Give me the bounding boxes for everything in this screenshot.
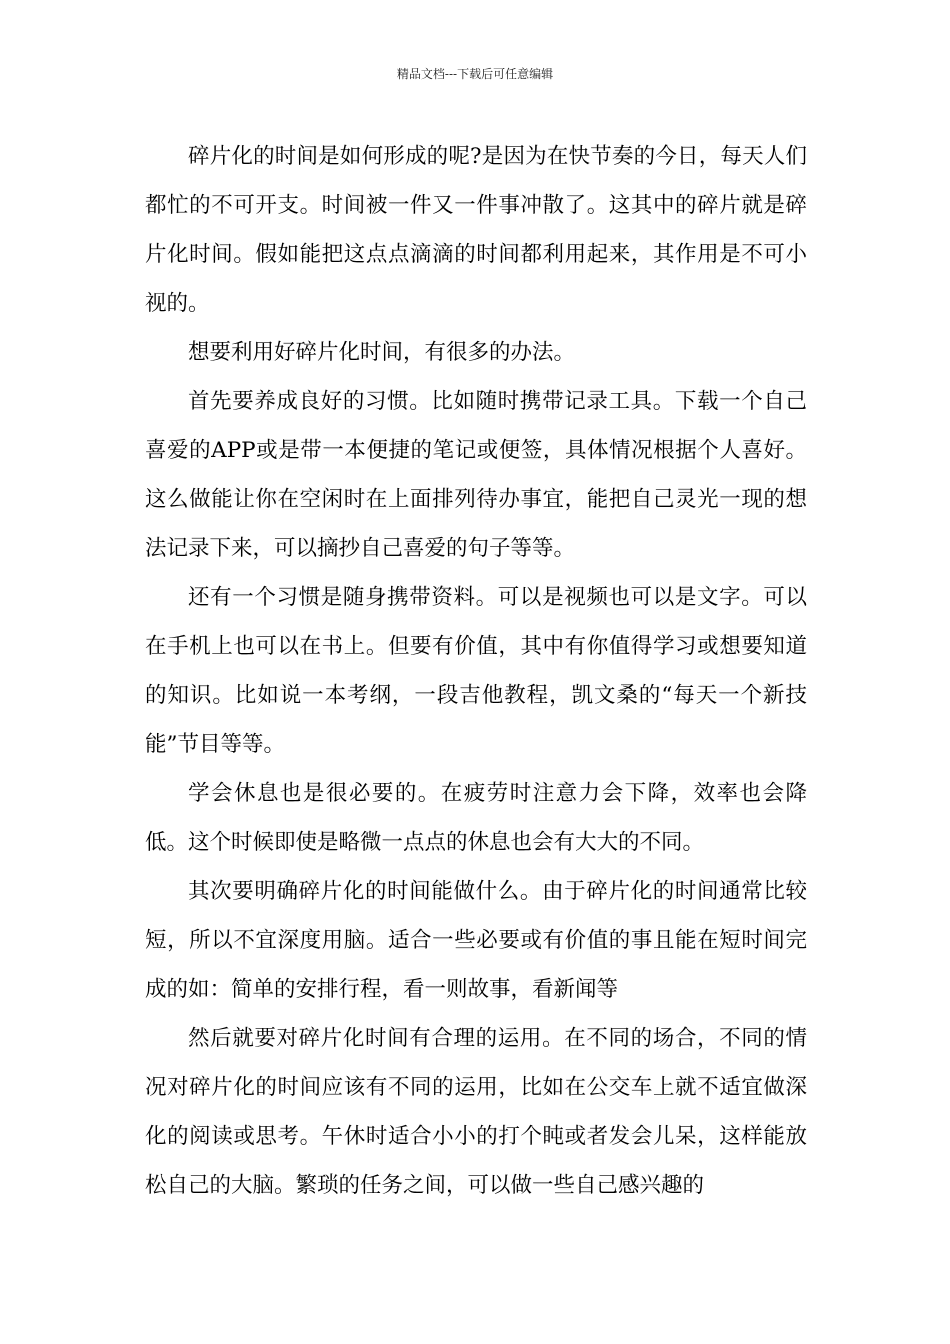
paragraph: 首先要养成良好的习惯。比如随时携带记录工具。下载一个自己喜爱的APP或是带一本便捷的笔记或便签，具体情况根据个人喜好。这么做能让你在空闲时在上面排列待办事宜，能把自己灵光一现的想法记录下来，可以摘抄自己喜爱的句子等等。	[145, 389, 807, 561]
paragraph: 还有一个习惯是随身携带资料。可以是视频也可以是文字。可以在手机上也可以在书上。但要有价值，其中有你值得学习或想要知道的知识。比如说一本考纲，一段吉他教程，凯文桑的“每天一个新技能”节目等等。	[145, 585, 807, 757]
paragraph: 碎片化的时间是如何形成的呢?是因为在快节奏的今日，每天人们都忙的不可开支。时间被一件又一件事冲散了。这其中的碎片就是碎片化时间。假如能把这点点滴滴的时间都利用起来，其作用是不可小视的。	[145, 144, 807, 316]
page-header: 精品文档---下载后可任意编辑	[396, 67, 554, 81]
paragraph: 学会休息也是很必要的。在疲劳时注意力会下降，效率也会降低。这个时候即使是略微一点点的休息也会有大大的不同。	[145, 781, 807, 855]
paragraph: 其次要明确碎片化的时间能做什么。由于碎片化的时间通常比较短，所以不宜深度用脑。适合一些必要或有价值的事且能在短时间完成的如：简单的安排行程，看一则故事，看新闻等	[145, 879, 807, 1002]
document-body	[145, 132, 807, 1210]
paragraph: 然后就要对碎片化时间有合理的运用。在不同的场合，不同的情况对碎片化的时间应该有不同的运用，比如在公交车上就不适宜做深化的阅读或思考。午休时适合小小的打个盹或者发会儿呆，这样能放松自己的大脑。繁琐的任务之间，可以做一些自己感兴趣的	[145, 1026, 807, 1198]
paragraph: 想要利用好碎片化时间，有很多的办法。	[188, 340, 576, 365]
